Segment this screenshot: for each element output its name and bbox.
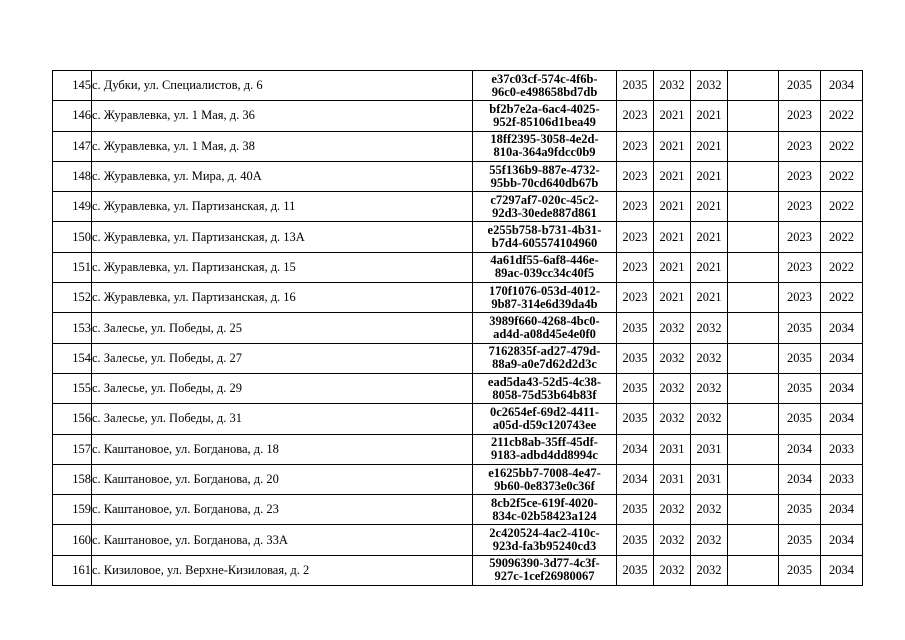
row-number: 156 xyxy=(53,404,92,434)
guid-cell xyxy=(473,464,617,494)
year-cell-y2: 2032 xyxy=(654,343,691,373)
table-row xyxy=(53,434,863,464)
row-number: 152 xyxy=(53,283,92,313)
year-cell-y5: 2035 xyxy=(779,404,821,434)
address-cell: с. Журавлевка, ул. 1 Мая, д. 36 xyxy=(92,101,473,131)
guid-line-1: e255b758-b731-4b31- xyxy=(487,223,602,238)
year-cell-y3: 2021 xyxy=(691,192,728,222)
table-row xyxy=(53,373,863,403)
row-number: 145 xyxy=(53,71,92,101)
year-cell-y2: 2021 xyxy=(654,131,691,161)
guid-line-2: 9b87-314e6d39da4b xyxy=(491,296,598,311)
row-number: 155 xyxy=(53,373,92,403)
guid-cell xyxy=(473,192,617,222)
year-cell-y6: 2034 xyxy=(821,343,863,373)
year-cell-y4 xyxy=(728,222,779,252)
year-cell-y1: 2035 xyxy=(617,404,654,434)
year-cell-y5: 2023 xyxy=(779,222,821,252)
year-cell-y6: 2034 xyxy=(821,313,863,343)
guid-cell xyxy=(473,252,617,282)
year-cell-y6: 2022 xyxy=(821,252,863,282)
table-row xyxy=(53,252,863,282)
guid-line-1: 0c2654ef-69d2-4411- xyxy=(489,404,599,419)
guid-line-1: 55f136b9-887e-4732- xyxy=(489,162,600,177)
guid-cell xyxy=(473,161,617,191)
year-cell-y5: 2023 xyxy=(779,101,821,131)
guid-cell xyxy=(473,525,617,555)
year-cell-y2: 2021 xyxy=(654,252,691,282)
year-cell-y1: 2035 xyxy=(617,343,654,373)
year-cell-y3: 2032 xyxy=(691,343,728,373)
year-cell-y6: 2034 xyxy=(821,495,863,525)
guid-cell xyxy=(473,404,617,434)
year-cell-y5: 2034 xyxy=(779,464,821,494)
year-cell-y6: 2022 xyxy=(821,283,863,313)
guid-line-2: 927c-1cef26980067 xyxy=(494,569,595,584)
year-cell-y3: 2032 xyxy=(691,373,728,403)
year-cell-y5: 2023 xyxy=(779,192,821,222)
table-row xyxy=(53,495,863,525)
year-cell-y5: 2035 xyxy=(779,71,821,101)
guid-cell xyxy=(473,495,617,525)
year-cell-y5: 2023 xyxy=(779,161,821,191)
year-cell-y6: 2022 xyxy=(821,161,863,191)
year-cell-y4 xyxy=(728,313,779,343)
year-cell-y1: 2034 xyxy=(617,434,654,464)
year-cell-y4 xyxy=(728,71,779,101)
table-row xyxy=(53,283,863,313)
guid-line-1: e1625bb7-7008-4e47- xyxy=(488,465,601,480)
guid-cell xyxy=(473,71,617,101)
guid-line-1: 211cb8ab-35ff-45df- xyxy=(491,435,598,450)
address-cell: с. Журавлевка, ул. Партизанская, д. 15 xyxy=(92,252,473,282)
row-number: 148 xyxy=(53,161,92,191)
guid-cell xyxy=(473,222,617,252)
year-cell-y1: 2023 xyxy=(617,252,654,282)
year-cell-y2: 2032 xyxy=(654,525,691,555)
address-cell: с. Залесье, ул. Победы, д. 27 xyxy=(92,343,473,373)
year-cell-y2: 2032 xyxy=(654,555,691,585)
year-cell-y1: 2035 xyxy=(617,313,654,343)
year-cell-y2: 2032 xyxy=(654,404,691,434)
year-cell-y2: 2032 xyxy=(654,71,691,101)
year-cell-y5: 2035 xyxy=(779,373,821,403)
year-cell-y4 xyxy=(728,343,779,373)
table-row xyxy=(53,131,863,161)
year-cell-y2: 2021 xyxy=(654,101,691,131)
year-cell-y5: 2023 xyxy=(779,283,821,313)
year-cell-y4 xyxy=(728,434,779,464)
year-cell-y4 xyxy=(728,192,779,222)
guid-line-2: 952f-85106d1bea49 xyxy=(493,114,596,129)
year-cell-y1: 2035 xyxy=(617,525,654,555)
address-cell: с. Каштановое, ул. Богданова, д. 23 xyxy=(92,495,473,525)
guid-line-2: 810a-364a9fdcc0b9 xyxy=(493,145,596,160)
year-cell-y4 xyxy=(728,555,779,585)
guid-line-1: bf2b7e2a-6ac4-4025- xyxy=(489,101,600,116)
address-cell: с. Журавлевка, ул. Мира, д. 40А xyxy=(92,161,473,191)
year-cell-y2: 2021 xyxy=(654,222,691,252)
address-cell: с. Журавлевка, ул. Партизанская, д. 13А xyxy=(92,222,473,252)
year-cell-y6: 2022 xyxy=(821,131,863,161)
year-cell-y1: 2023 xyxy=(617,222,654,252)
guid-line-1: ead5da43-52d5-4c38- xyxy=(487,374,602,389)
table-row xyxy=(53,525,863,555)
year-cell-y5: 2035 xyxy=(779,313,821,343)
address-cell: с. Журавлевка, ул. Партизанская, д. 11 xyxy=(92,192,473,222)
year-cell-y4 xyxy=(728,283,779,313)
guid-line-1: c7297af7-020c-45c2- xyxy=(490,192,599,207)
table-row xyxy=(53,313,863,343)
guid-line-1: 7162835f-ad27-479d- xyxy=(488,344,601,359)
table-row xyxy=(53,464,863,494)
year-cell-y4 xyxy=(728,464,779,494)
address-cell: с. Залесье, ул. Победы, д. 25 xyxy=(92,313,473,343)
year-cell-y3: 2031 xyxy=(691,464,728,494)
year-cell-y2: 2032 xyxy=(654,313,691,343)
year-cell-y2: 2031 xyxy=(654,464,691,494)
row-number: 161 xyxy=(53,555,92,585)
guid-line-2: 9b60-0e8373e0c36f xyxy=(494,478,595,493)
guid-line-1: 8cb2f5ce-619f-4020- xyxy=(491,495,598,510)
year-cell-y3: 2032 xyxy=(691,525,728,555)
guid-cell xyxy=(473,313,617,343)
year-cell-y4 xyxy=(728,525,779,555)
year-cell-y2: 2021 xyxy=(654,192,691,222)
address-cell: с. Залесье, ул. Победы, д. 29 xyxy=(92,373,473,403)
year-cell-y3: 2021 xyxy=(691,131,728,161)
year-cell-y1: 2023 xyxy=(617,192,654,222)
guid-line-2: 95bb-70cd640db67b xyxy=(490,175,599,190)
guid-line-2: 96c0-e498658bd7db xyxy=(491,84,598,99)
address-cell: с. Кизиловое, ул. Верхне-Кизиловая, д. 2 xyxy=(92,555,473,585)
guid-cell xyxy=(473,373,617,403)
guid-line-1: e37c03cf-574c-4f6b- xyxy=(491,71,598,86)
guid-line-1: 4a61df55-6af8-446e- xyxy=(490,253,599,268)
guid-cell xyxy=(473,131,617,161)
table-row xyxy=(53,192,863,222)
year-cell-y1: 2023 xyxy=(617,161,654,191)
table-row xyxy=(53,404,863,434)
guid-line-1: 170f1076-053d-4012- xyxy=(488,283,601,298)
year-cell-y3: 2032 xyxy=(691,71,728,101)
year-cell-y4 xyxy=(728,101,779,131)
guid-line-2: 834c-02b58423a124 xyxy=(492,508,597,523)
guid-line-2: 9183-adbd4dd8994c xyxy=(491,448,598,463)
year-cell-y3: 2032 xyxy=(691,495,728,525)
table-row xyxy=(53,101,863,131)
row-number: 154 xyxy=(53,343,92,373)
year-cell-y6: 2022 xyxy=(821,192,863,222)
year-cell-y6: 2034 xyxy=(821,373,863,403)
guid-cell xyxy=(473,283,617,313)
year-cell-y3: 2032 xyxy=(691,555,728,585)
year-cell-y5: 2035 xyxy=(779,343,821,373)
year-cell-y6: 2034 xyxy=(821,404,863,434)
year-cell-y4 xyxy=(728,161,779,191)
address-cell: с. Каштановое, ул. Богданова, д. 20 xyxy=(92,464,473,494)
year-cell-y1: 2023 xyxy=(617,131,654,161)
address-cell: с. Журавлевка, ул. 1 Мая, д. 38 xyxy=(92,131,473,161)
table-row xyxy=(53,343,863,373)
year-cell-y2: 2021 xyxy=(654,283,691,313)
year-cell-y6: 2022 xyxy=(821,101,863,131)
year-cell-y6: 2033 xyxy=(821,464,863,494)
row-number: 153 xyxy=(53,313,92,343)
guid-cell xyxy=(473,434,617,464)
row-number: 151 xyxy=(53,252,92,282)
guid-line-2: 8058-75d53b64b83f xyxy=(492,387,597,402)
address-cell: с. Залесье, ул. Победы, д. 31 xyxy=(92,404,473,434)
year-cell-y1: 2035 xyxy=(617,555,654,585)
registry-table xyxy=(52,70,863,586)
year-cell-y4 xyxy=(728,252,779,282)
year-cell-y1: 2035 xyxy=(617,495,654,525)
year-cell-y3: 2021 xyxy=(691,252,728,282)
year-cell-y3: 2021 xyxy=(691,222,728,252)
row-number: 158 xyxy=(53,464,92,494)
year-cell-y6: 2034 xyxy=(821,71,863,101)
year-cell-y1: 2023 xyxy=(617,283,654,313)
guid-cell xyxy=(473,555,617,585)
year-cell-y1: 2034 xyxy=(617,464,654,494)
address-cell: с. Каштановое, ул. Богданова, д. 18 xyxy=(92,434,473,464)
guid-line-2: ad4d-a08d45e4e0f0 xyxy=(493,327,596,342)
year-cell-y5: 2023 xyxy=(779,252,821,282)
year-cell-y2: 2032 xyxy=(654,495,691,525)
year-cell-y5: 2035 xyxy=(779,555,821,585)
year-cell-y5: 2035 xyxy=(779,525,821,555)
table-body xyxy=(53,71,863,586)
year-cell-y3: 2021 xyxy=(691,101,728,131)
year-cell-y3: 2021 xyxy=(691,283,728,313)
year-cell-y1: 2023 xyxy=(617,101,654,131)
year-cell-y2: 2032 xyxy=(654,373,691,403)
year-cell-y6: 2033 xyxy=(821,434,863,464)
year-cell-y1: 2035 xyxy=(617,71,654,101)
year-cell-y6: 2034 xyxy=(821,555,863,585)
guid-line-1: 59096390-3d77-4c3f- xyxy=(489,556,600,571)
address-cell: с. Дубки, ул. Специалистов, д. 6 xyxy=(92,71,473,101)
row-number: 157 xyxy=(53,434,92,464)
guid-line-1: 18ff2395-3058-4e2d- xyxy=(490,132,599,147)
table-row xyxy=(53,222,863,252)
year-cell-y6: 2022 xyxy=(821,222,863,252)
year-cell-y5: 2035 xyxy=(779,495,821,525)
year-cell-y2: 2031 xyxy=(654,434,691,464)
guid-line-2: 923d-fa3b95240cd3 xyxy=(492,539,597,554)
guid-line-2: 88a9-a0e7d62d2d3c xyxy=(492,357,597,372)
guid-line-2: 92d3-30ede887d861 xyxy=(492,205,597,220)
address-cell: с. Журавлевка, ул. Партизанская, д. 16 xyxy=(92,283,473,313)
guid-line-1: 2c420524-4ac2-410c- xyxy=(489,526,600,541)
year-cell-y2: 2021 xyxy=(654,161,691,191)
row-number: 160 xyxy=(53,525,92,555)
guid-line-2: 89ac-039cc34c40f5 xyxy=(494,266,595,281)
address-cell: с. Каштановое, ул. Богданова, д. 33А xyxy=(92,525,473,555)
guid-cell xyxy=(473,343,617,373)
row-number: 159 xyxy=(53,495,92,525)
row-number: 150 xyxy=(53,222,92,252)
year-cell-y1: 2035 xyxy=(617,373,654,403)
year-cell-y5: 2034 xyxy=(779,434,821,464)
table-row xyxy=(53,555,863,585)
guid-cell xyxy=(473,101,617,131)
year-cell-y3: 2031 xyxy=(691,434,728,464)
year-cell-y4 xyxy=(728,404,779,434)
year-cell-y4 xyxy=(728,495,779,525)
year-cell-y3: 2032 xyxy=(691,404,728,434)
table-row xyxy=(53,161,863,191)
row-number: 147 xyxy=(53,131,92,161)
year-cell-y5: 2023 xyxy=(779,131,821,161)
table-row xyxy=(53,71,863,101)
year-cell-y4 xyxy=(728,373,779,403)
guid-line-2: a05d-d59c120743ee xyxy=(492,417,597,432)
guid-line-1: 3989f660-4268-4bc0- xyxy=(489,314,600,329)
year-cell-y6: 2034 xyxy=(821,525,863,555)
year-cell-y3: 2032 xyxy=(691,313,728,343)
year-cell-y4 xyxy=(728,131,779,161)
guid-line-2: b7d4-605574104960 xyxy=(491,236,598,251)
row-number: 146 xyxy=(53,101,92,131)
year-cell-y3: 2021 xyxy=(691,161,728,191)
row-number: 149 xyxy=(53,192,92,222)
